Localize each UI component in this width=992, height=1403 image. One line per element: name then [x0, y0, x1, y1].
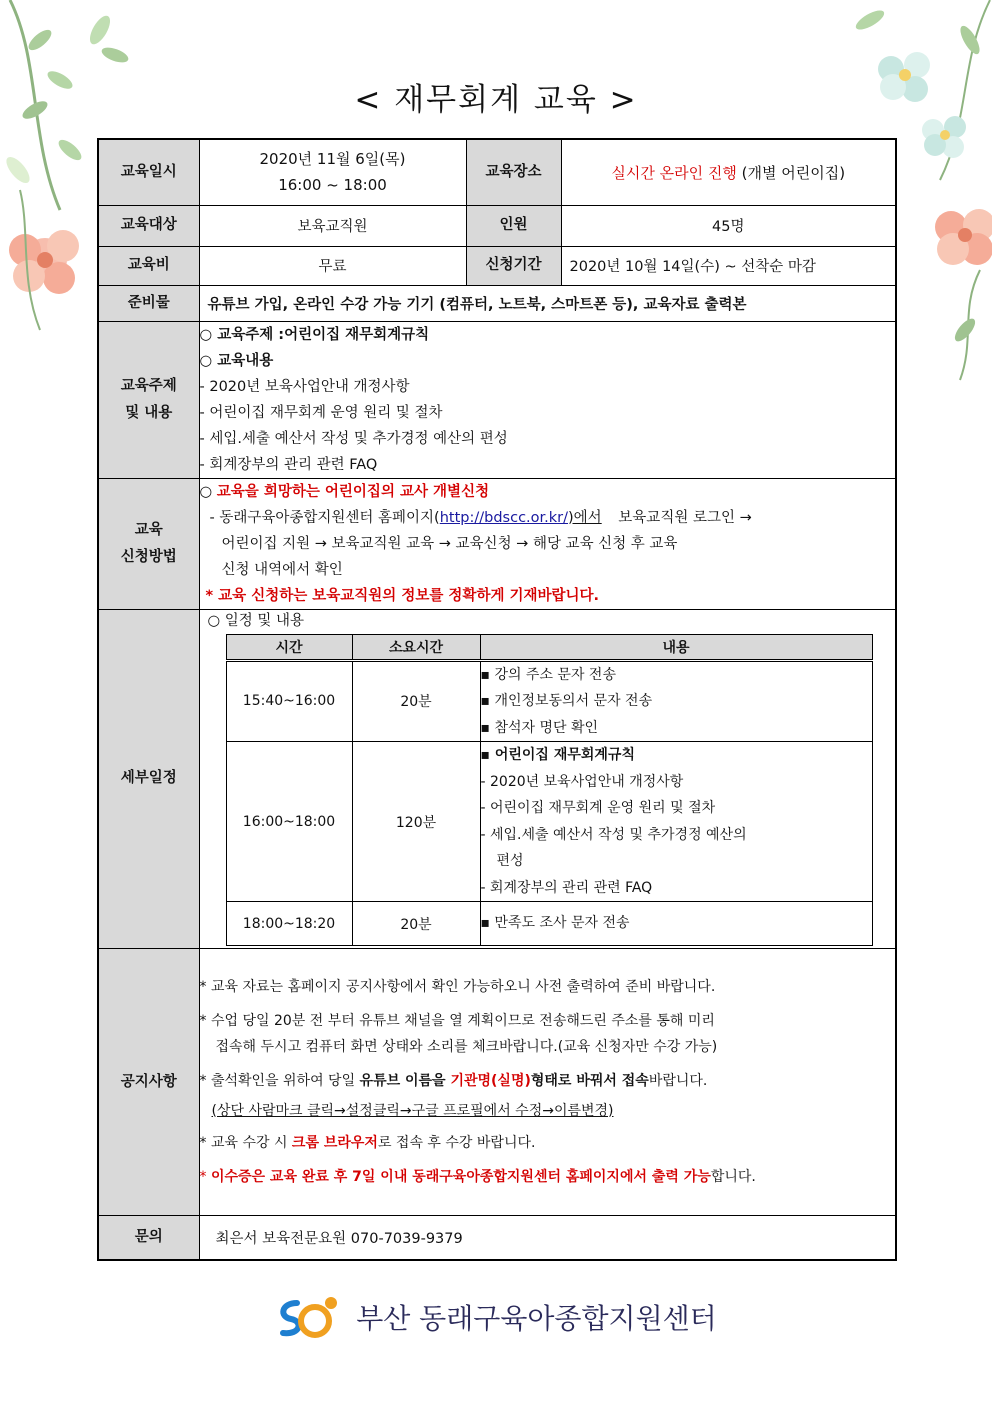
- footer-org-name: 부산 동래구육아종합지원센터: [356, 1302, 717, 1335]
- schedule-content: [199, 609, 896, 949]
- schedule-contents: [480, 902, 872, 946]
- count-label: 인원: [466, 205, 561, 246]
- notice-item-2b: 접속해 두시고 컴퓨터 화면 상태와 소리를 체크바랍니다.(교육 신청자만 수강 가능): [215, 1039, 718, 1055]
- schedule-item: - 2020년 보육사업안내 개정사항: [480, 773, 684, 790]
- schedule-item: ▪ 참석자 명단 확인: [480, 719, 599, 736]
- notice-item-3: [200, 1064, 896, 1098]
- topic-item: - 회계장부의 관리 관련 FAQ: [199, 456, 378, 473]
- schedule-time: 15:40~16:00: [226, 660, 352, 742]
- schedule-table: [226, 634, 873, 947]
- notice3-bold1: 유튜브 이름을: [359, 1073, 451, 1089]
- schedule-label: 세부일정: [98, 609, 199, 949]
- schedule-item: ▪ 어린이집 재무회계규칙: [480, 747, 635, 763]
- schedule-item: - 회계장부의 관리 관련 FAQ: [480, 879, 653, 896]
- topic-item: - 2020년 보육사업안내 개정사항: [199, 378, 410, 395]
- place-label: 교육장소: [466, 139, 561, 205]
- notice-item-1: * 교육 자료는 홈페이지 공지사항에서 확인 가능하오니 사전 출력하여 준비 바랍니다.: [199, 979, 716, 995]
- schedule-contents: [480, 742, 872, 902]
- apply-line1-tail: 보육교직원 로그인 →: [618, 509, 752, 526]
- notice-item-4: [200, 1126, 896, 1160]
- apply-line1-pre: - 동래구육아종합지원센터 홈페이지(: [209, 509, 440, 526]
- period-value: 2020년 10월 14일(수) ~ 선착순 마감: [561, 246, 896, 285]
- notice5-post: 합니다.: [710, 1169, 756, 1185]
- apply-line-2: 어린이집 지원 → 보육교직원 교육 → 교육신청 → 해당 교육 신청 후 교육: [221, 535, 678, 552]
- schedule-duration: 20분: [352, 902, 480, 946]
- prep-value: 유튜브 가입, 온라인 수강 가능 기기 (컴퓨터, 노트북, 스마트폰 등), 교육자료 출력본: [199, 285, 896, 321]
- topic-content-heading: ○ 교육내용: [199, 352, 274, 369]
- schedule-header-duration: 소요시간: [352, 634, 480, 660]
- apply-label-line1: 교육: [134, 521, 163, 538]
- topic-label-line1: 교육주제: [120, 377, 177, 394]
- notice5-red: 이수증은 교육 완료 후 7일 이내 동래구육아종합지원센터 홈페이지에서 출력 가능: [210, 1169, 711, 1185]
- notice-content: [199, 949, 896, 1216]
- schedule-header-time: 시간: [226, 634, 352, 660]
- target-value: 보육교직원: [199, 205, 466, 246]
- schedule-heading: ○ 일정 및 내용: [207, 612, 305, 629]
- topic-content: [199, 321, 896, 478]
- schedule-row: [226, 660, 872, 742]
- topic-subject: ○ 교육주제 :어린이집 재무회계규칙: [199, 326, 430, 343]
- schedule-duration: 20분: [352, 660, 480, 742]
- notice3-post: 바랍니다.: [648, 1073, 708, 1089]
- schedule-time: 16:00~18:00: [226, 742, 352, 902]
- notice4-pre: * 교육 수강 시: [199, 1135, 292, 1151]
- schedule-duration: 120분: [352, 742, 480, 902]
- notice-item-5: [200, 1160, 896, 1194]
- notice3-red: 기관명(실명): [450, 1073, 531, 1089]
- apply-content: [199, 478, 896, 609]
- page-title: < 재무회계 교육 >: [354, 82, 638, 118]
- place-online: 실시간 온라인 진행: [611, 163, 737, 182]
- apply-line-1: [200, 505, 896, 531]
- notice-item-2a: * 수업 당일 20분 전 부터 유튜브 채널을 열 계획이므로 전송해드린 주소를 통해 미리: [199, 1013, 715, 1029]
- topic-item: - 세입.세출 예산서 작성 및 추가경정 예산의 편성: [199, 430, 508, 447]
- schedule-item: - 어린이집 재무회계 운영 원리 및 절차: [480, 800, 716, 816]
- topic-label: [98, 321, 199, 478]
- notice3-bold2: 형태로 바꿔서 접속: [530, 1073, 649, 1089]
- prep-label: 준비물: [98, 285, 199, 321]
- notice-item-3-sub: (상단 사람마크 클릭→설정클릭→구글 프로필에서 수정→이름변경): [211, 1103, 614, 1119]
- period-label: 신청기간: [466, 246, 561, 285]
- schedule-time: 18:00~18:20: [226, 902, 352, 946]
- notice3-pre: * 출석확인을 위하여 당일: [199, 1073, 360, 1089]
- apply-heading: [200, 479, 896, 505]
- homepage-link[interactable]: http://bdscc.or.kr/: [439, 509, 569, 526]
- apply-line1-post: )에서: [568, 509, 602, 526]
- schedule-item: ▪ 개인정보동의서 문자 전송: [480, 693, 653, 709]
- schedule-item: ▪ 만족도 조사 문자 전송: [480, 915, 630, 932]
- date-line: 2020년 11월 6일(목): [259, 150, 406, 169]
- info-table: [97, 138, 897, 1261]
- topic-label-line2: 및 내용: [125, 404, 173, 421]
- apply-label: [98, 478, 199, 609]
- schedule-row: [226, 902, 872, 946]
- contact-label: 문의: [98, 1216, 199, 1260]
- contact-value: 최은서 보육전문요원 070-7039-9379: [199, 1216, 896, 1260]
- notice4-post: 로 접속 후 수강 바랍니다.: [377, 1135, 536, 1151]
- date-value: [199, 139, 466, 205]
- target-label: 교육대상: [98, 205, 199, 246]
- apply-label-line2: 신청방법: [120, 548, 177, 565]
- apply-heading-bullet: ○: [199, 483, 213, 500]
- footer-logo: [0, 1295, 992, 1339]
- notice-label: 공지사항: [98, 949, 199, 1216]
- notice4-red: 크롬 브라우저: [291, 1135, 378, 1151]
- schedule-row: [226, 742, 872, 902]
- schedule-item: 편성: [496, 853, 524, 869]
- date-label: 교육일시: [98, 139, 199, 205]
- schedule-item: ▪ 강의 주소 문자 전송: [480, 666, 616, 683]
- place-detail: (개별 어린이집): [736, 163, 846, 182]
- center-logo-icon: [275, 1295, 339, 1339]
- time-line: 16:00 ~ 18:00: [278, 176, 387, 195]
- fee-label: 교육비: [98, 246, 199, 285]
- schedule-contents: [480, 660, 872, 742]
- fee-value: 무료: [199, 246, 466, 285]
- count-value: 45명: [561, 205, 896, 246]
- topic-item: - 어린이집 재무회계 운영 원리 및 절차: [199, 404, 443, 421]
- place-value: [561, 139, 896, 205]
- notice5-star: *: [199, 1169, 211, 1185]
- apply-warning: * 교육 신청하는 보육교직원의 정보를 정확하게 기재바랍니다.: [205, 587, 600, 604]
- apply-line-3: 신청 내역에서 확인: [221, 561, 343, 578]
- schedule-item: - 세입.세출 예산서 작성 및 추가경정 예산의: [480, 826, 747, 843]
- apply-heading-text: 교육을 희망하는 어린이집의 교사 개별신청: [216, 483, 490, 500]
- schedule-header-contents: 내용: [480, 634, 872, 660]
